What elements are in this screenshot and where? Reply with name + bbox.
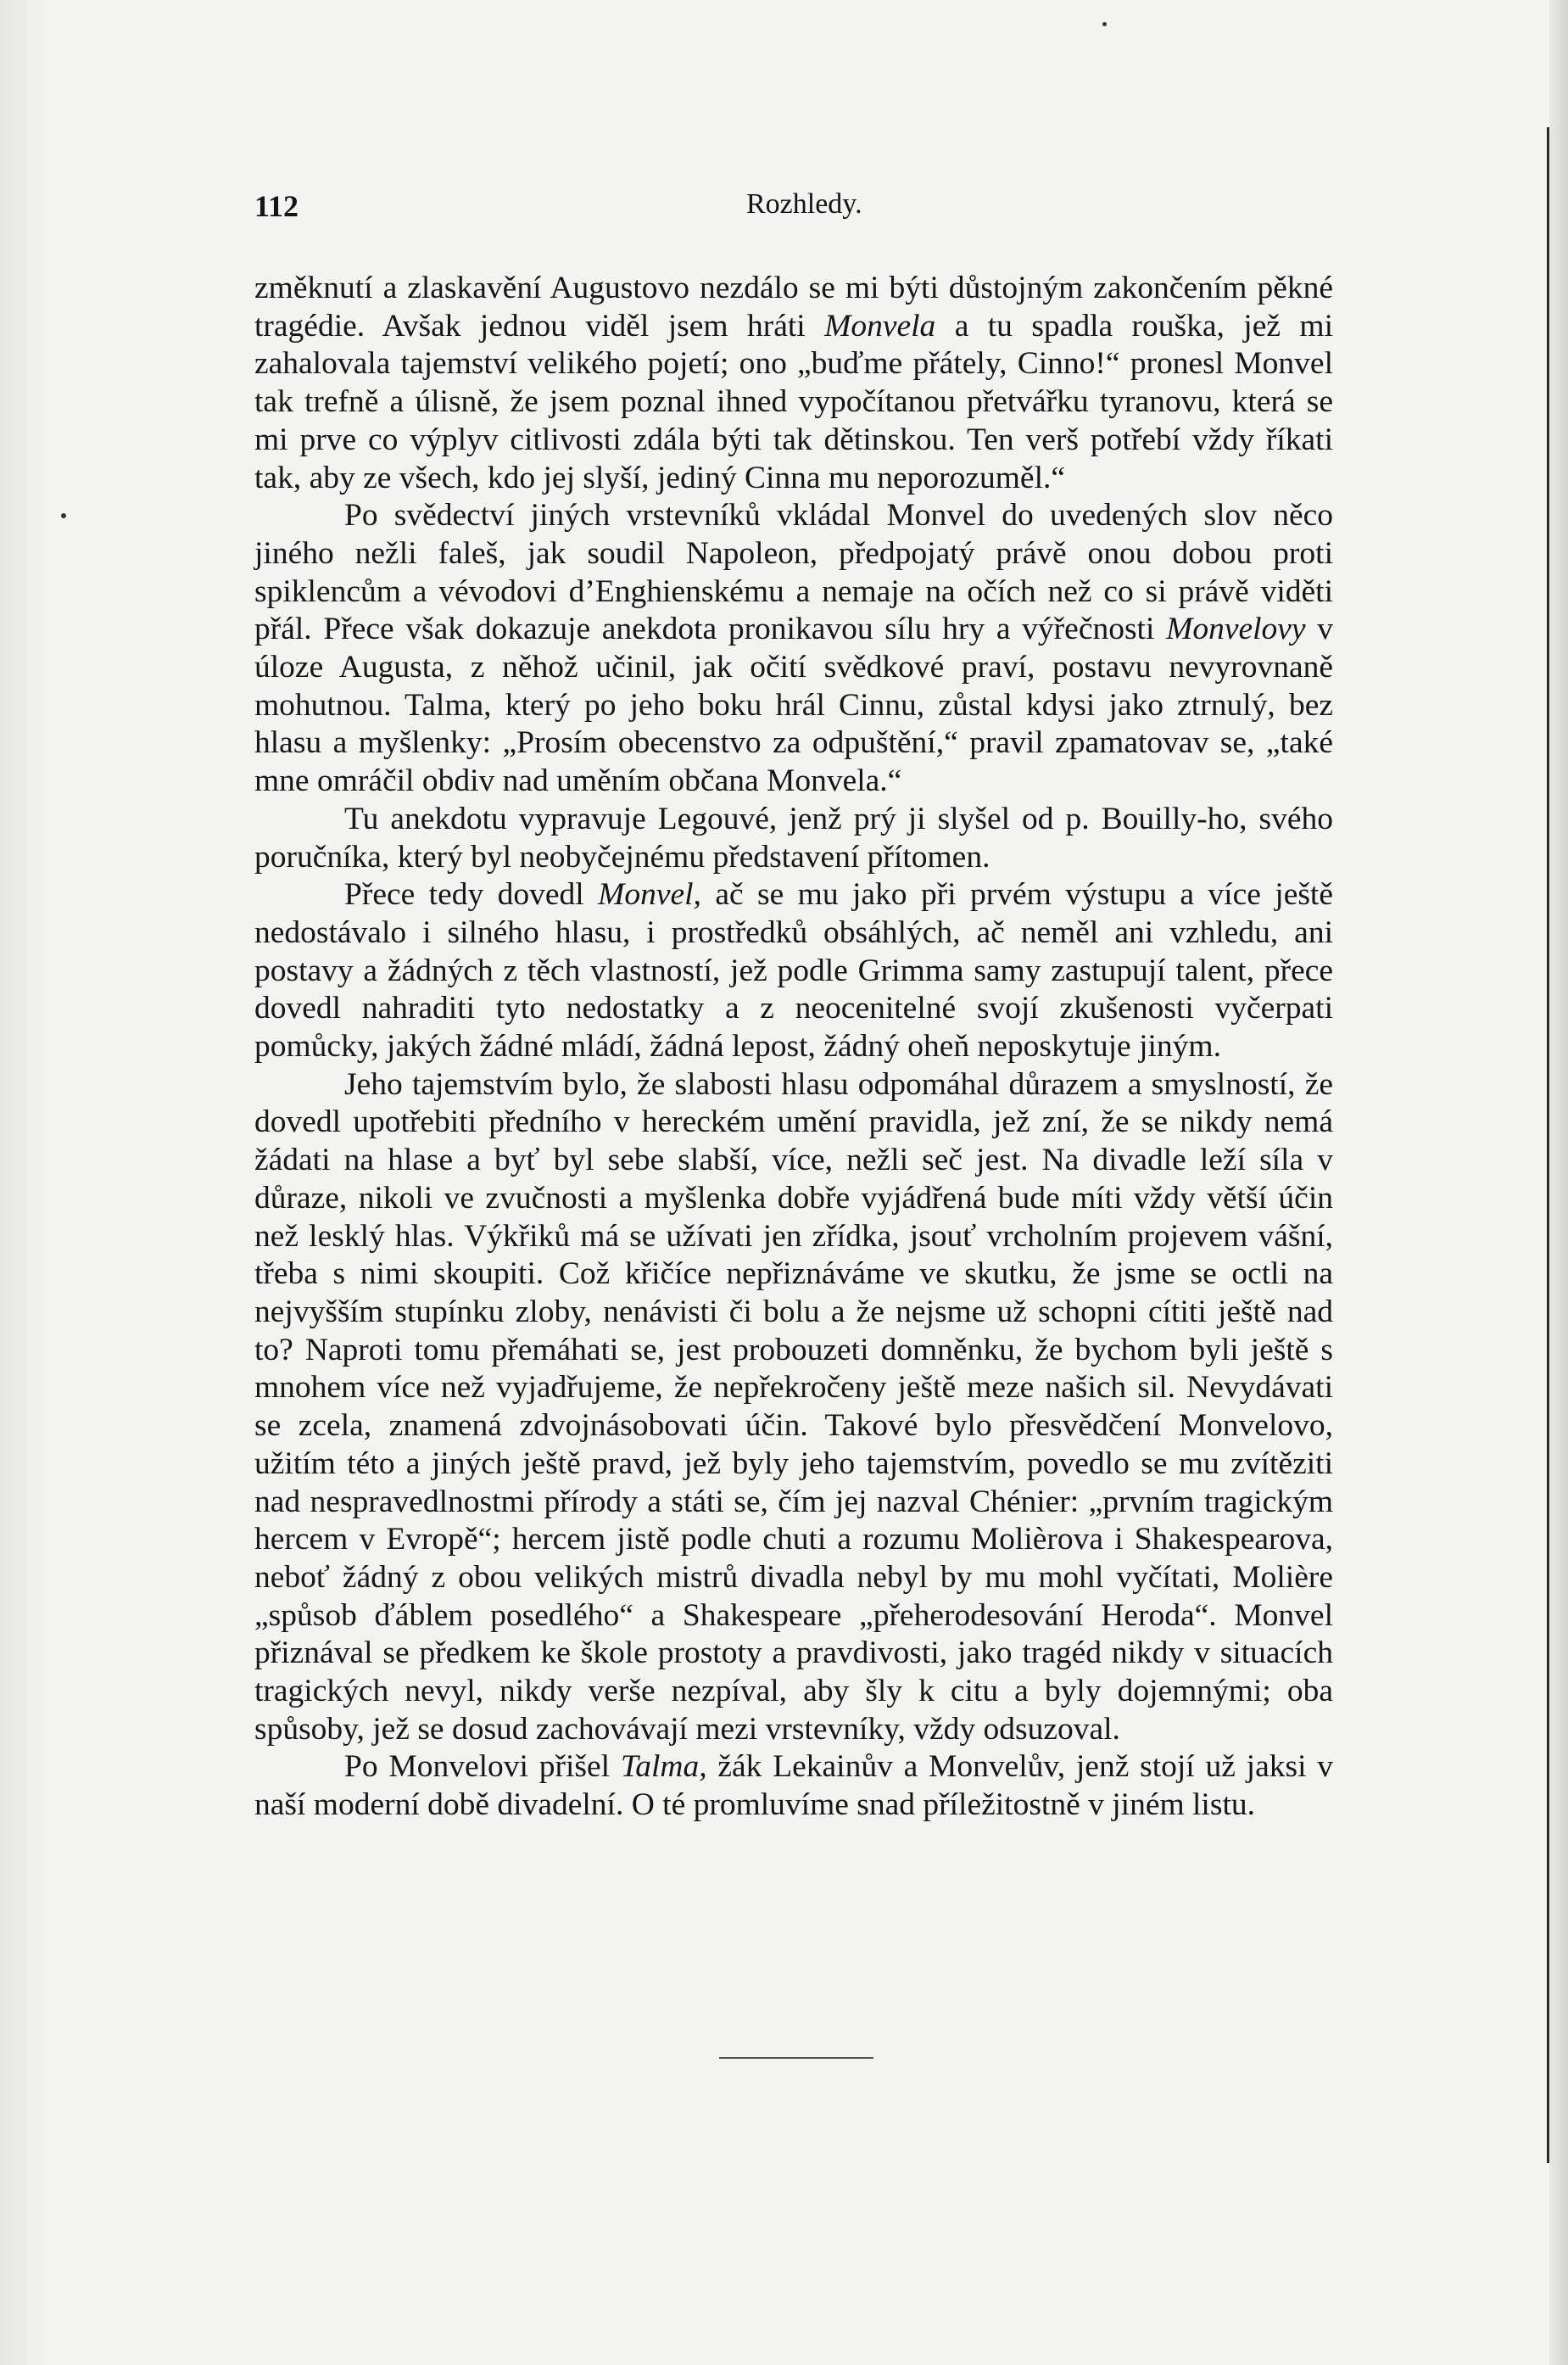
italic-name: Monvela (824, 308, 936, 344)
page-header (254, 188, 1323, 231)
print-speck (61, 513, 66, 518)
text-run: v úloze Augusta, z něhož učinil, jak očití svědkové praví, postavu nevyrovnaně mohutnou. Talma, který po jeho boku hrál Cinnu, zůstal kdysi jako ztrnulý, bez hlasu a myšlenky: „Prosím obecenstvo za odpuštění,“ pravil zpamatovav se, „také mne omráčil obdiv nad uměním občana Monvela.“ (254, 612, 1333, 799)
italic-name: Monvelovy (1166, 612, 1306, 647)
paragraph (254, 1066, 1333, 1749)
running-title: Rozhledy. (746, 188, 862, 220)
text-run: ač se mu jako při prvém výstupu a více ještě nedostávalo i silného hlasu, i prostředků obsáhlých, ač neměl ani vzhledu, ani postavy a žádných z těch vlastností, jež podle Grimma samy zastupují talent, přece dovedl nahraditi tyto nedostatky a z neocenitelné svojí zkušenosti vyčerpati pomůcky, jakých žádné mládí, žádná lepost, žádný oheň neposkytuje jiným. (254, 877, 1333, 1065)
page-edge-right (1549, 0, 1568, 2365)
paragraph (254, 497, 1333, 801)
text-run: změknutí a zlaskavění Augustovo nezdálo se mi býti důstojným zakončením pěkné tragédie. Avšak jednou viděl jsem hráti (254, 271, 1333, 344)
article-body (254, 270, 1333, 1825)
page-number: 112 (254, 189, 299, 223)
text-run: Po svědectví jiných vrstevníků vkládal Monvel do uvedených slov něco jiného nežli faleš, jak soudil Napoleon, předpojatý právě onou dobou proti spiklencům a vévodovi d’Enghienskému a nemaje na očích než co si právě viděti přál. Přece však dokazuje anekdota pronikavou sílu hry a výřečnosti (254, 498, 1333, 647)
text-run: Přece tedy dovedl (344, 877, 599, 913)
paragraph (254, 270, 1333, 497)
italic-name: Monvel, (598, 877, 701, 913)
binding-edge (1547, 127, 1549, 2163)
end-rule (719, 2057, 873, 2059)
print-speck (1102, 22, 1107, 26)
page-edge-left (0, 0, 51, 2365)
text-run: žák Lekainův a Monvelův, jenž stojí už jaksi v naší moderní době divadelní. O té promluvíme snad příležitostně v jiném listu. (254, 1749, 1334, 1823)
text-run: Jeho tajemstvím bylo, že slabosti hlasu odpomáhal důrazem a smyslností, že dovedl upotřebiti předního v hereckém umění pravidla, jež zní, že se nikdy nemá žádati na hlase a byť byl sebe slabší, více, nežli seč jest. Na divadle leží síla v důraze, nikoli ve zvučnosti a myšlenka dobře vyjádřená bude míti vždy větší účin než lesklý hlas. Výkřiků má se užívati jen zřídka, jsouť vrcholním projevem vášní, třeba s nimi skoupiti. Což křičíce nepřiznáváme ve skutku, že jsme se octli na nejvyšším stupínku zloby, nenávisti či bolu a že nejsme už schopni cítiti ještě nad to? Naproti tomu přemáhati se, jest probouzeti domněnku, že bychom byli ještě s mnohem více než vyjadřujeme, že nepřekročeny ještě meze našich sil. Nevydávati se zcela, znamená zdvojnásobovati účin. Takové bylo přesvědčení Monvelovo, užitím této a jiných ještě pravd, jež byly jeho tajemstvím, povedlo se mu zvítěziti nad nespravedlnostmi přírody a státi se, čím jej nazval Chénier: „prvním tragickým hercem v Evropě“; hercem jistě podle chuti a rozumu Molièrova i Shakespearova, neboť žádný z obou velikých mistrů divadla nebyl by mu mohl vyčítati, Molière „spůsob ďáblem posedlého“ a Shakespeare „přeherodesování Heroda“. Monvel přiznával se předkem ke škole prostoty a pravdivosti, jako tragéd nikdy v situacích tragických nevyl, nikdy verše nezpíval, aby šly k citu a byly dojemnými; oba spůsoby, jež se dosud zachovávají mezi vrstevníky, vždy odsuzoval. (254, 1066, 1333, 1747)
text-run: Po Monvelovi přišel (344, 1749, 621, 1785)
paragraph (254, 876, 1333, 1066)
paragraph (254, 1748, 1333, 1824)
paragraph (254, 801, 1333, 876)
italic-name: Talma, (620, 1749, 707, 1785)
text-run: Tu anekdotu vypravuje Legouvé, jenž prý ji slyšel od p. Bouilly-ho, svého poručníka, který byl neobyčejnému představení přítomen. (254, 801, 1333, 875)
text-run: a tu spadla rouška, jež mi zahalovala tajemství velikého pojetí; ono „buďme přátely, Cinno!“ pronesl Monvel tak trefně a úlisně, že jsem poznal ihned vypočítanou přetvářku tyranovu, která se mi prve co výplyv citlivosti zdála býti tak dětinskou. Ten verš potřebí vždy říkati tak, aby ze všech, kdo jej slyší, jediný Cinna mu neporozuměl.“ (254, 308, 1333, 495)
